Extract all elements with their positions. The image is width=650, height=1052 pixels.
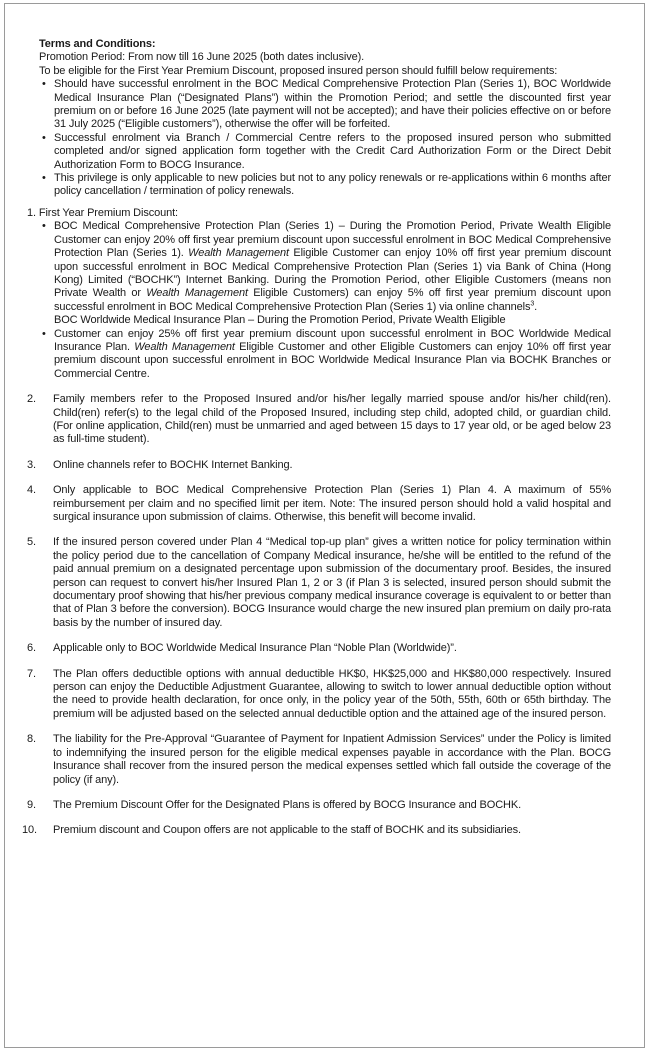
item-1-bullet-worldwide: BOC Worldwide Medical Insurance Plan – During the Promotion Period, Private Wealth Eligible [54, 314, 506, 327]
bullet-dot: • [42, 327, 46, 340]
bullet-dot: • [42, 220, 46, 233]
eligibility-intro: To be eligible for the First Year Premium Discount, proposed insured person should fulfill below requirements: [39, 64, 558, 77]
item-1-bullet-worldwide-body: • Customer can enjoy 25% off first year premium discount upon successful enrolment in BOC Worldwide Medical Insurance Plan. Wealth Management Eligible Customer and other Eligible Customers can enjoy 10% off first year premium discount upon successful enrolment in BOC Worldwide Medical Insurance Plan via BOCHK Branches or Commercial Centre. [42, 327, 611, 380]
item-1-bullet-medical: • BOC Medical Comprehensive Protection Plan (Series 1) – During the Promotion Period, Private Wealth Eligible Customer can enjoy 20% off first year premium discount upon successful enrolment in BOC Medical Comprehensive Protection Plan (Series 1). Wealth Management Eligible Customer can enjoy 10% off first year premium discount upon successful enrolment in BOC Medical Comprehensive Protection Plan (Series 1) via Bank of China (Hong Kong) Limited (“BOCHK”) Internet Banking. During the Promotion Period, other Eligible Customers (means non Private Wealth or Wealth Management Eligible Customers) can enjoy 5% off first year premium discount upon successful enrolment in BOC Medical Comprehensive Protection Plan (Series 1) via online channels$^3$. [42, 220, 612, 313]
footnote-9: 9. The Premium Discount Offer for the Designated Plans is offered by BOCG Insurance and BOCHK. [27, 798, 522, 811]
terms-heading: Terms and Conditions: [39, 38, 156, 50]
footnote-6: 6. Applicable only to BOC Worldwide Medical Insurance Plan “Noble Plan (Worldwide)”. [27, 642, 457, 655]
footnote-10: 10. Premium discount and Coupon offers are not applicable to the staff of BOCHK and its subsidiaries. [22, 824, 521, 837]
footnote-7: 7. The Plan offers deductible options with annual deductible HK$0, HK$25,000 and HK$80,000 respectively. Insured person can enjoy the Deductible Adjustment Guarantee, allowing to switch to lower annual deductible option without the need to provide health declaration, for once only, in the policy year of the 50th, 55th, 60th or 65th birthday. The premium will be adjusted based on the selected annual deductible option and the attained age of the insured person. [27, 667, 611, 720]
footnote-2: 2. Family members refer to the Proposed Insured and/or his/her legally married spouse and/or his/her child(ren). Child(ren) refer(s) to the legal child of the Proposed Insured, including step child, adopted child, or guardian child. (For online application, Child(ren) must be unmarried and aged between 15 days to 17 year old, or be aged below 23 as full-time student). [27, 393, 611, 446]
footnote-5: 5. If the insured person covered under Plan 4 “Medical top-up plan” gives a written notice for policy termination within the policy period due to the cancellation of Company Medical insurance, he/she will be entitled to the refund of the paid annual premium on a designated percentage upon submission of the documentary proof. Besides, the insured person can request to convert his/her Insured Plan 1, 2 or 3 (if Plan 3 is selected, insured person should submit the documentary proof showing that his/her previous company medical insurance coverage is equivalent to or better than that of Plan 3 before the conversion). BOCG Insurance would charge the new insured plan premium on daily pro-rata basis by the number of insured day. [27, 536, 611, 629]
eligibility-bullet: • This privilege is only applicable to new policies but not to any policy renewals or re-applications within 6 months after policy cancellation / termination of policy renewals. [42, 172, 611, 198]
bullet-dot: • [42, 172, 46, 185]
item-1-title: 1. First Year Premium Discount: [27, 206, 178, 219]
bullet-dot: • [42, 78, 46, 91]
eligibility-bullet: • Should have successful enrolment in the BOC Medical Comprehensive Protection Plan (Series 1), BOC Worldwide Medical Insurance Plan (“Designated Plans”) within the Promotion Period; and settle the discounted first year premium on or before 16 June 2025 (late payment will not be accepted); and have their policies effective on or before 31 July 2025 (“Eligible customers”), otherwise the offer will be forfeited. [42, 78, 611, 131]
footnote-4: 4. Only applicable to BOC Medical Comprehensive Protection Plan (Series 1) Plan 4. A maximum of 55% reimbursement per claim and no specified limit per item. Note: The insured person should hold a valid hospital and surgical insurance upon submission of claims. Otherwise, this benefit will become invalid. [27, 484, 611, 523]
promotion-period: Promotion Period: From now till 16 June 2025 (both dates inclusive). [39, 51, 365, 64]
eligibility-bullet: • Successful enrolment via Branch / Commercial Centre refers to the proposed insured person who submitted completed and/or signed application form together with the Credit Card Authorization Form or the Direct Debit Authorization Form to BOCG Insurance. [42, 131, 611, 171]
terms-content [22, 38, 612, 838]
footnote-8: 8. The liability for the Pre-Approval “Guarantee of Payment for Inpatient Admission Services” under the Policy is limited to indemnifying the insured person for the eligible medical expenses payable in accordance with the Plan. BOCG Insurance shall recover from the insured person the medical expenses settled which fall outside the coverage of the policy (if any). [27, 733, 611, 786]
bullet-dot: • [42, 131, 46, 144]
footnote-3: 3. Online channels refer to BOCHK Internet Banking. [27, 458, 293, 471]
